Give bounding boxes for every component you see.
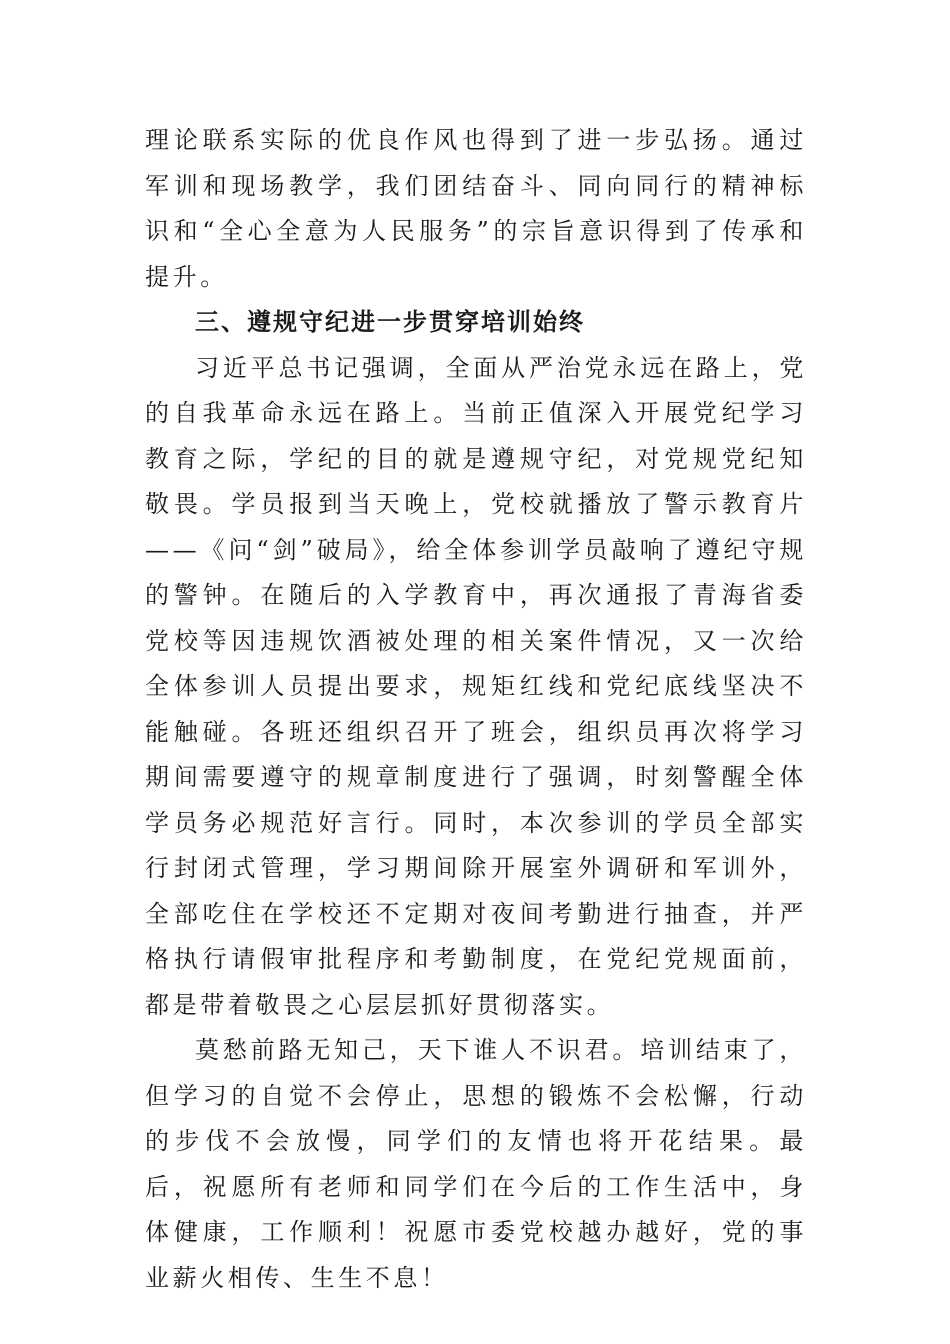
document-body <box>145 118 807 1301</box>
paragraph-closing: 莫愁前路无知己，天下谁人不识君。培训结束了，但学习的自觉不会停止，思想的锻炼不会松懈，行动的步伐不会放慢，同学们的友情也将开花结果。最后，祝愿所有老师和同学们在今后的工作生活中，身体健康，工作顺利！祝愿市委党校越办越好，党的事业薪火相传、生生不息！ <box>145 1036 807 1292</box>
paragraph-continuation: 理论联系实际的优良作风也得到了进一步弘扬。通过军训和现场教学，我们团结奋斗、同向同行的精神标识和“全心全意为人民服务”的宗旨意识得到了传承和提升。 <box>145 126 807 291</box>
paragraph-discipline: 习近平总书记强调，全面从严治党永远在路上，党的自我革命永远在路上。当前正值深入开展党纪学习教育之际，学纪的目的就是遵规守纪，对党规党纪知敬畏。学员报到当天晚上，党校就播放了警示教育片——《问“剑”破局》，给全体参训学员敲响了遵纪守规的警钟。在随后的入学教育中，再次通报了青海省委党校等因违规饮酒被处理的相关案件情况，又一次给全体参训人员提出要求，规矩红线和党纪底线坚决不能触碰。各班还组织召开了班会，组织员再次将学习期间需要遵守的规章制度进行了强调，时刻警醒全体学员务必规范好言行。同时，本次参训的学员全部实行封闭式管理，学习期间除开展室外调研和军训外，全部吃住在学校还不定期对夜间考勤进行抽查，并严格执行请假审批程序和考勤制度，在党纪党规面前，都是带着敬畏之心层层抓好贯彻落实。 <box>145 353 807 1019</box>
section-heading: 三、遵规守纪进一步贯穿培训始终 <box>195 308 585 336</box>
